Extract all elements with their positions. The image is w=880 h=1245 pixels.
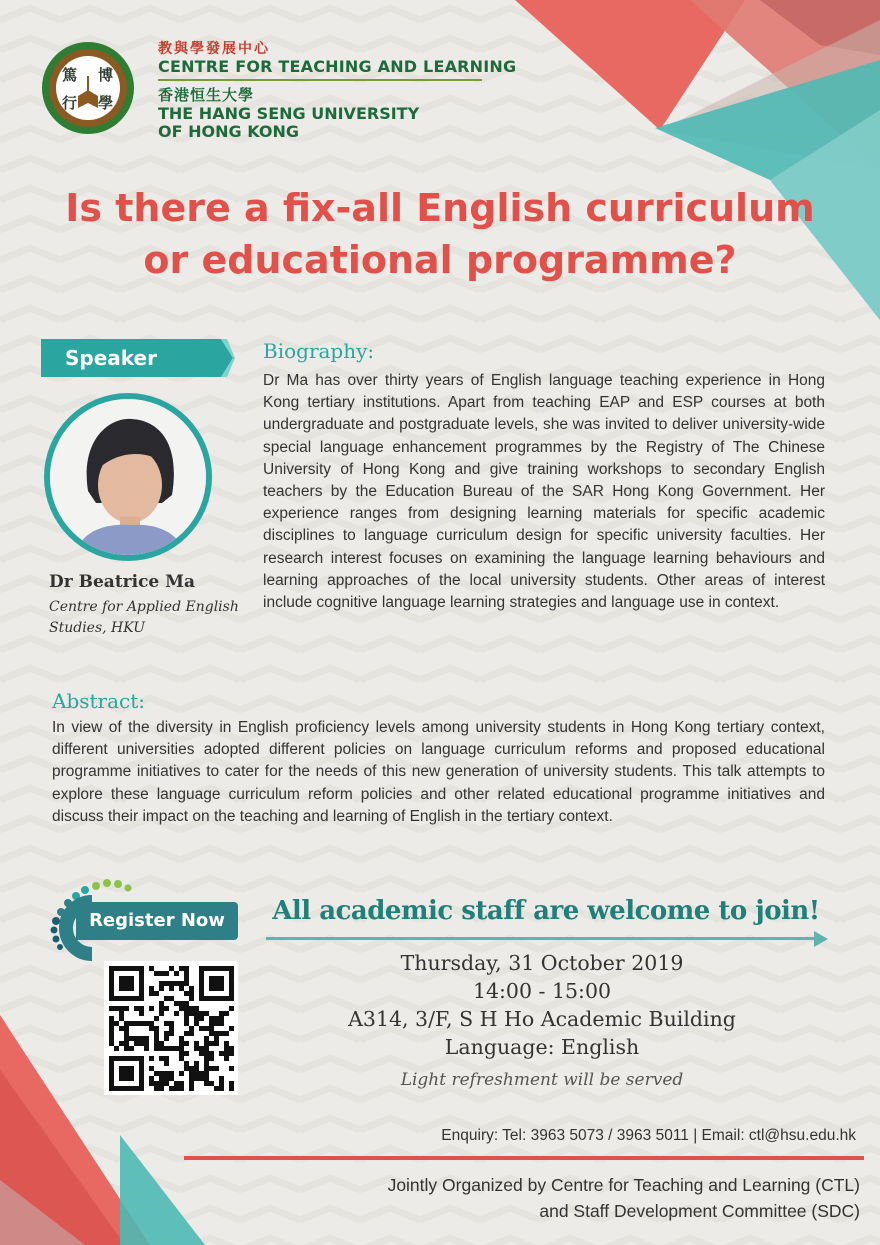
organizer-line2: and Staff Development Committee (SDC) (539, 1201, 860, 1221)
speaker-affiliation-line1: Centre for Applied English (49, 599, 239, 615)
speaker-photo (50, 399, 206, 555)
talk-title (60, 182, 820, 286)
welcome-message: All academic staff are welcome to join! (272, 896, 820, 926)
event-language: Language: English (444, 1035, 640, 1059)
abstract-text: In view of the diversity in English proficiency levels among university students in Hong Kong tertiary context, different universities adopted different policies on language curriculum reforms and proposed educational programme initiatives to cater for the needs of this new generation of university students. This talk attempts to explore these language curriculum reform policies and other related educational programme initiatives and discuss their impact on the teaching and learning of English in the tertiary context. (52, 719, 825, 825)
speaker-affiliation (49, 597, 249, 639)
university-name-english-line2: OF HONG KONG (158, 122, 299, 141)
speaker-name: Dr Beatrice Ma (49, 572, 196, 592)
arrow-right-icon (814, 931, 828, 947)
event-venue: A314, 3/F, S H Ho Academic Building (348, 1007, 736, 1031)
welcome-underline (266, 937, 824, 940)
refreshment-note: Light refreshment will be served (400, 1070, 684, 1090)
speaker-affiliation-line2: Studies, HKU (49, 620, 146, 636)
logo-char: 學 (98, 94, 114, 112)
university-name-chinese: 香港恒生大學 (158, 86, 255, 104)
logo-char: 博 (98, 66, 114, 84)
org-name-english: CENTRE FOR TEACHING AND LEARNING (158, 57, 517, 76)
logo-char: 行 (62, 94, 78, 112)
organizer-line1: Jointly Organized by Centre for Teaching and Learning (CTL) (387, 1175, 860, 1195)
org-name-chinese: 教與學發展中心 (158, 41, 270, 57)
university-name-english: THE HANG SENG UNIVERSITY (158, 104, 420, 123)
speaker-tag: Speaker (41, 339, 213, 377)
talk-title-line1: Is there a fix-all English curriculum (65, 186, 815, 230)
biography-heading: Biography: (263, 339, 375, 363)
chevron-right-icon (201, 339, 235, 377)
ctl-logo-emblem (56, 56, 120, 120)
footer-divider (184, 1156, 864, 1160)
registration-qr-code[interactable] (104, 961, 238, 1095)
book-icon (56, 56, 120, 120)
logo-char: 篤 (62, 66, 78, 84)
enquiry-contact: Enquiry: Tel: 3963 5073 / 3963 5011 | Email: ctl@hsu.edu.hk (441, 1127, 856, 1144)
event-time: 14:00 - 15:00 (472, 979, 612, 1003)
abstract-heading: Abstract: (52, 689, 146, 713)
talk-title-line2: or educational programme? (143, 238, 737, 282)
header-divider (158, 79, 482, 81)
register-now-button[interactable]: Register Now (76, 902, 238, 940)
biography-text: Dr Ma has over thirty years of English language teaching experience in Hong Kong tertiary institutions. Apart from teaching EAP and ESP courses at both undergraduate and postgraduate levels, she was invited to deliver university-wide special language enhancement programmes by the Registry of The Chinese University of Hong Kong and give training workshops to secondary English teachers by the Education Bureau of the SAR Hong Kong Government. Her experience ranges from designing learning materials for specific academic disciplines to language curriculum design for specific university faculties. Her research interest focuses on examining the language learning behaviours and learning approaches of the local university students. Other areas of interest include cognitive language learning strategies and language use in context. (263, 372, 825, 612)
event-date: Thursday, 31 October 2019 (400, 951, 684, 975)
